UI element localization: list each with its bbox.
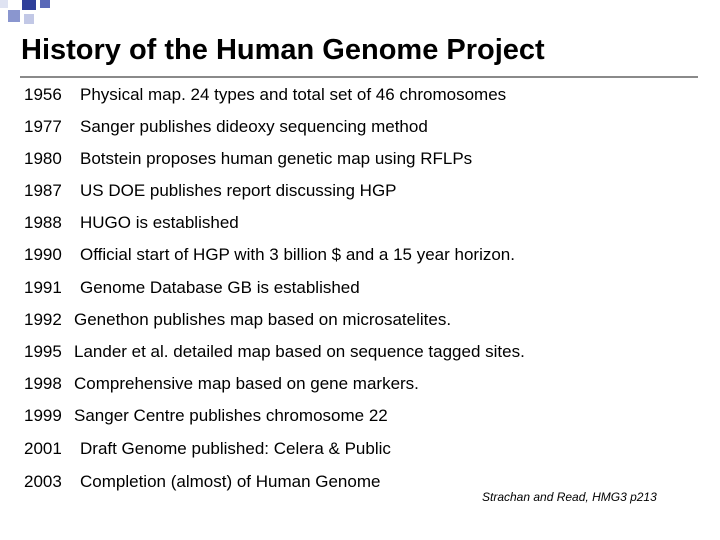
- timeline-text: HUGO is established: [80, 213, 239, 232]
- timeline-entry: [24, 278, 360, 298]
- timeline-year: 1991: [24, 278, 62, 297]
- timeline-text: US DOE publishes report discussing HGP: [80, 181, 397, 200]
- timeline-text: Draft Genome published: Celera & Public: [80, 439, 391, 458]
- timeline-entry: [24, 406, 388, 426]
- timeline-text: Official start of HGP with 3 billion $ and a 15 year horizon.: [80, 245, 515, 264]
- timeline-year: 1988: [24, 213, 62, 232]
- timeline-text: Botstein proposes human genetic map using RFLPs: [80, 149, 473, 168]
- timeline-text: Sanger publishes dideoxy sequencing method: [80, 117, 428, 136]
- timeline-entry: [24, 439, 391, 459]
- timeline-year: 1995: [24, 342, 62, 361]
- timeline-year: 1977: [24, 117, 62, 136]
- timeline-entry: [24, 245, 515, 265]
- timeline-year: 1998: [24, 374, 62, 393]
- timeline-year: 1987: [24, 181, 62, 200]
- timeline-entry: [24, 213, 239, 233]
- timeline-text: Lander et al. detailed map based on sequence tagged sites.: [74, 342, 525, 361]
- citation: Strachan and Read, HMG3 p213: [482, 490, 657, 504]
- timeline-year: 1956: [24, 85, 62, 104]
- timeline-year: 1992: [24, 310, 62, 329]
- timeline-year: 2003: [24, 472, 62, 491]
- timeline-entry: [24, 85, 506, 105]
- decoration-square: [0, 0, 8, 8]
- timeline-year: 1999: [24, 406, 62, 425]
- timeline-entry: [24, 149, 472, 169]
- timeline-year: 1990: [24, 245, 62, 264]
- timeline-text: Sanger Centre publishes chromosome 22: [74, 406, 388, 425]
- timeline-text: Genethon publishes map based on microsatelites.: [74, 310, 452, 329]
- timeline-entry: [24, 342, 525, 362]
- decoration-square: [8, 10, 20, 22]
- decoration-square: [24, 14, 34, 24]
- slide-title: History of the Human Genome Project: [21, 34, 545, 66]
- timeline-entry: [24, 117, 428, 137]
- timeline-text: Comprehensive map based on gene markers.: [74, 374, 419, 393]
- timeline-entry: [24, 310, 451, 330]
- timeline-entry: [24, 181, 397, 201]
- timeline-text: Physical map. 24 types and total set of 46 chromosomes: [80, 85, 507, 104]
- timeline-text: Genome Database GB is established: [80, 278, 360, 297]
- timeline-year: 2001: [24, 439, 62, 458]
- timeline-entry: [24, 374, 419, 394]
- decoration-square: [22, 0, 36, 10]
- title-underline: [20, 76, 698, 78]
- timeline-text: Completion (almost) of Human Genome: [80, 472, 381, 491]
- timeline-year: 1980: [24, 149, 62, 168]
- timeline-entry: [24, 472, 380, 492]
- decoration-square: [40, 0, 50, 8]
